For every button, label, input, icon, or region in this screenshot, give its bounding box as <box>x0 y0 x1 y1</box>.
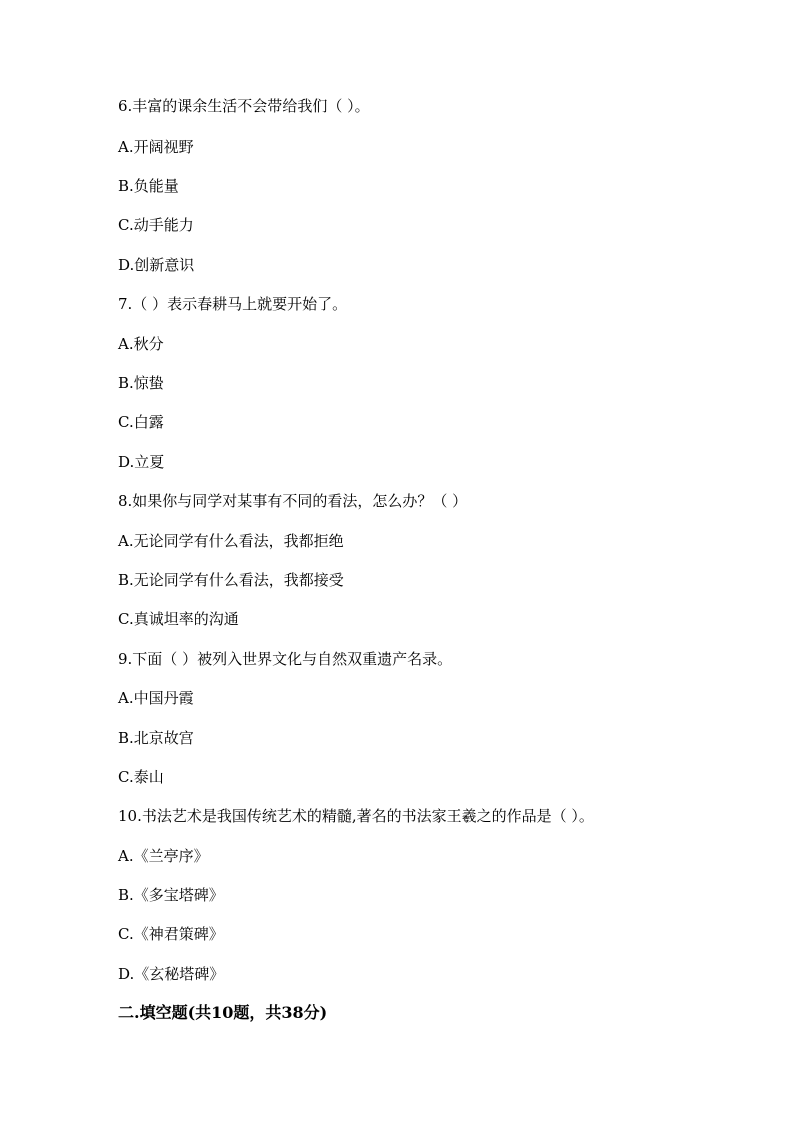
question-9-stem: 9.下面（ ）被列入世界文化与自然双重遗产名录。 <box>118 650 453 668</box>
question-9-option-a: A.中国丹霞 <box>118 689 194 707</box>
question-7-option-c: C.白露 <box>118 413 164 431</box>
question-6-option-c: C.动手能力 <box>118 216 194 234</box>
question-10-option-c: C.《神君策碑》 <box>118 925 224 943</box>
question-9-option-b: B.北京故宫 <box>118 729 194 747</box>
question-7-option-b: B.惊蛰 <box>118 374 164 392</box>
question-6-stem: 6.丰富的课余生活不会带给我们（ ）。 <box>118 97 370 115</box>
question-10-option-a: A.《兰亭序》 <box>118 847 209 865</box>
question-6-option-d: D.创新意识 <box>118 256 195 274</box>
question-7-stem: 7.（ ）表示春耕马上就要开始了。 <box>118 295 348 313</box>
question-6-option-a: A.开阔视野 <box>118 138 194 156</box>
question-8-option-a: A.无论同学有什么看法，我都拒绝 <box>118 532 344 550</box>
question-6-option-b: B.负能量 <box>118 177 179 195</box>
question-10-stem: 10.书法艺术是我国传统艺术的精髓,著名的书法家王羲之的作品是（ ）。 <box>118 807 594 825</box>
question-10-option-b: B.《多宝塔碑》 <box>118 886 224 904</box>
question-8-option-b: B.无论同学有什么看法，我都接受 <box>118 571 344 589</box>
section-heading-fill-in-blank: 二.填空题(共10题，共38分) <box>118 1003 328 1022</box>
question-8-option-c: C.真诚坦率的沟通 <box>118 610 239 628</box>
question-7-option-d: D.立夏 <box>118 453 165 471</box>
question-10-option-d: D.《玄秘塔碑》 <box>118 965 225 983</box>
question-9-option-c: C.泰山 <box>118 768 164 786</box>
question-7-option-a: A.秋分 <box>118 335 164 353</box>
question-8-stem: 8.如果你与同学对某事有不同的看法，怎么办？（ ） <box>118 492 468 510</box>
